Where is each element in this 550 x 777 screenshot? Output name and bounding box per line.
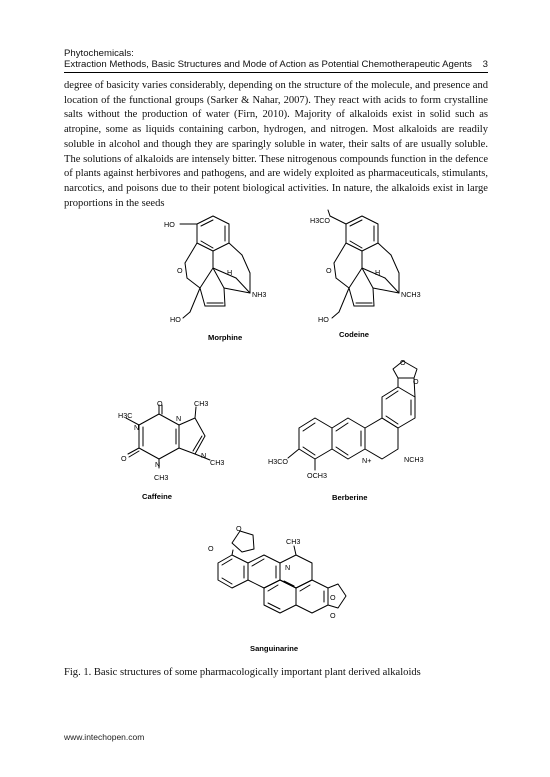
caffeine-o-top: O bbox=[157, 399, 163, 408]
codeine-h: H bbox=[375, 268, 381, 277]
body-paragraph: degree of basicity varies considerably, depending on the structure of the molecule, and presence and location of the functional groups (Sarker & Nahar, 2007). They react with acids to form crystalline salts without the production of water (Firn, 2010). Majority of alkaloids exist in solid such as atropine, some as liquids containing carbon, hydrogen, and nitrogen. Most alkaloids are readily soluble in alcohol and though they are sparingly soluble in water, their salts of are usually soluble. The solutions of alkaloids are intensely bitter. These nitrogenous compounds function in the defence of plants against herbivores and pathogens, and are widely exploited as pharmaceuticals, stimulants, narcotics, and poisons due to their potent biological activities. In nature, the alkaloids exist in large proportions in the seeds bbox=[64, 80, 488, 209]
body-text bbox=[64, 79, 488, 211]
caffeine-ch3-top: CH3 bbox=[194, 399, 209, 408]
caffeine-n7: N bbox=[201, 451, 207, 460]
running-header-title: Extraction Methods, Basic Structures and Mode of Action as Potential Chemotherapeutic Agents bbox=[64, 59, 472, 70]
sanguinarine-o4: O bbox=[330, 611, 336, 620]
figure-caption: Fig. 1. Basic structures of some pharmacologically important plant derived alkaloids bbox=[64, 667, 421, 678]
codeine-label: Codeine bbox=[339, 330, 369, 339]
morphine-structure bbox=[164, 216, 266, 342]
codeine-o: O bbox=[326, 266, 332, 275]
caffeine-o-bottom: O bbox=[121, 454, 127, 463]
berberine-o2: O bbox=[413, 377, 419, 386]
caffeine-label: Caffeine bbox=[142, 492, 172, 501]
caffeine-structure bbox=[118, 399, 224, 501]
berberine-o1: O bbox=[400, 358, 406, 367]
morphine-n: NH3 bbox=[252, 290, 267, 299]
berberine-structure bbox=[268, 358, 424, 502]
berberine-h3co: H3CO bbox=[268, 457, 288, 466]
caffeine-n1: N bbox=[134, 423, 140, 432]
caffeine-n9: N bbox=[155, 460, 161, 469]
sanguinarine-o1: O bbox=[236, 524, 242, 533]
sanguinarine-ch3: CH3 bbox=[286, 537, 301, 546]
alkaloid-structures-figure bbox=[0, 208, 550, 663]
sanguinarine-n: N bbox=[285, 563, 291, 572]
sanguinarine-label: Sanguinarine bbox=[250, 644, 299, 653]
berberine-label: Berberine bbox=[332, 493, 368, 502]
caffeine-n3: N bbox=[176, 414, 182, 423]
caffeine-ch3-bottom: CH3 bbox=[154, 473, 169, 482]
sanguinarine-structure bbox=[208, 524, 346, 653]
running-header bbox=[64, 48, 488, 70]
codeine-h3co: H3CO bbox=[310, 216, 330, 225]
footer-url: www.intechopen.com bbox=[64, 732, 145, 742]
figure-1 bbox=[0, 208, 550, 663]
morphine-ho-top: HO bbox=[164, 220, 175, 229]
morphine-o: O bbox=[177, 266, 183, 275]
header-rule bbox=[64, 72, 488, 73]
berberine-n-plus: N+ bbox=[362, 456, 372, 465]
codeine-structure bbox=[310, 210, 421, 339]
page-number: 3 bbox=[482, 59, 488, 70]
caffeine-h3c: H3C bbox=[118, 411, 133, 420]
morphine-label: Morphine bbox=[208, 333, 243, 342]
morphine-ho-bottom: HO bbox=[170, 315, 181, 324]
sanguinarine-o2: O bbox=[208, 544, 214, 553]
codeine-ho-bottom: HO bbox=[318, 315, 329, 324]
morphine-h: H bbox=[227, 268, 233, 277]
running-header-line1: Phytochemicals: bbox=[64, 48, 134, 59]
berberine-och3: OCH3 bbox=[307, 471, 327, 480]
berberine-nch3: NCH3 bbox=[404, 455, 424, 464]
sanguinarine-o3: O bbox=[330, 593, 336, 602]
codeine-n: NCH3 bbox=[401, 290, 421, 299]
caffeine-ch3-right: CH3 bbox=[210, 458, 225, 467]
